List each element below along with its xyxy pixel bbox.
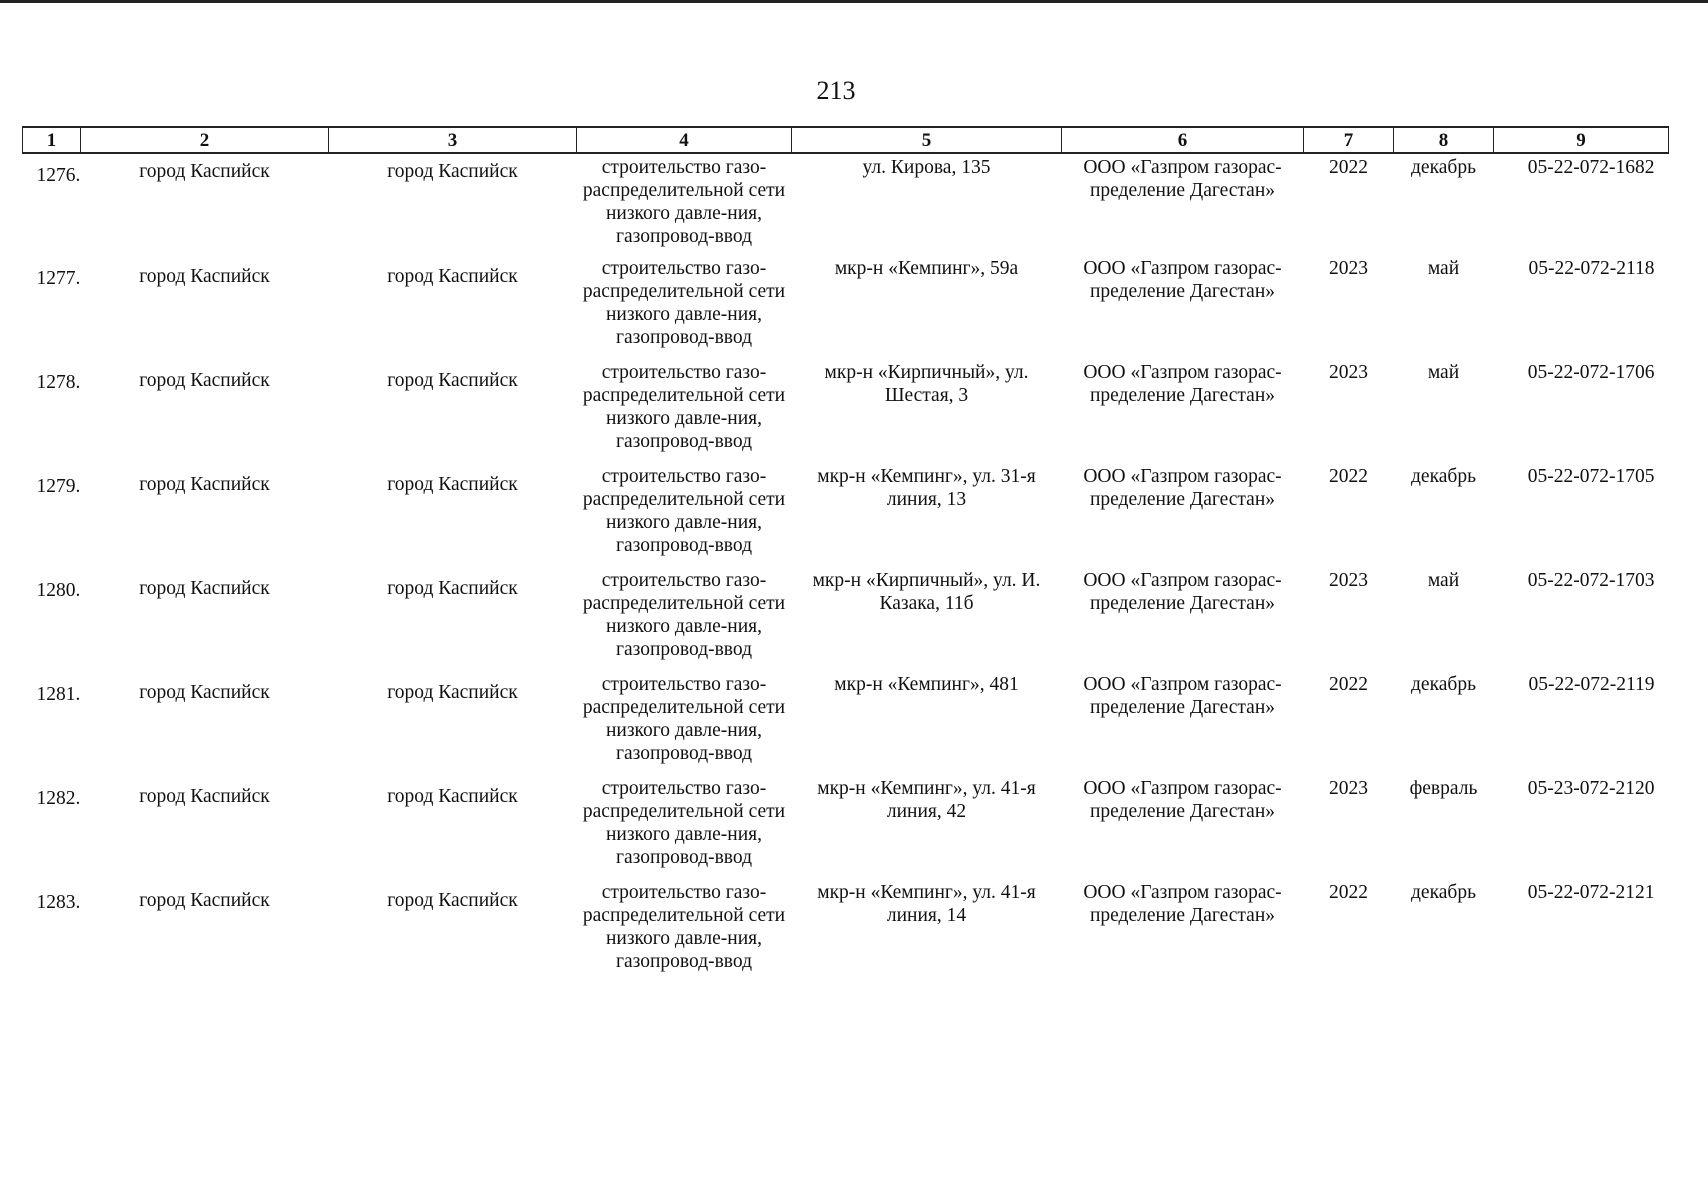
- region-cell: город Каспийск: [139, 786, 270, 807]
- code-cell: 05-22-072-2119: [1528, 674, 1655, 695]
- year-cell: 2022: [1329, 882, 1368, 903]
- table-row: [23, 251, 1669, 355]
- code-cell: 05-22-072-1706: [1527, 362, 1655, 383]
- table-row: [23, 459, 1669, 563]
- settlement-cell: город Каспийск: [387, 578, 518, 599]
- organization-cell: ООО «Газпром газорас-пределение Дагестан»: [1083, 258, 1282, 302]
- month-cell: декабрь: [1411, 882, 1476, 903]
- settlement-cell: город Каспийск: [387, 890, 518, 911]
- row-number: 1281.: [36, 684, 81, 705]
- address-cell: мкр-н «Кирпичный», ул. И. Казака, 11б: [812, 570, 1041, 614]
- address-cell: ул. Кирова, 135: [862, 157, 991, 178]
- code-cell: 05-22-072-2118: [1528, 258, 1655, 279]
- table-row: [23, 875, 1669, 979]
- column-header-7: 7: [1304, 127, 1394, 153]
- month-cell: декабрь: [1411, 466, 1476, 487]
- region-cell: город Каспийск: [139, 682, 270, 703]
- row-number: 1282.: [36, 788, 81, 809]
- month-cell: май: [1427, 362, 1460, 383]
- organization-cell: ООО «Газпром газорас-пределение Дагестан»: [1083, 362, 1282, 406]
- settlement-cell: город Каспийск: [387, 266, 518, 287]
- object-description-cell: строительство газо-распределительной сети низкого давле-ния, газопровод-ввод: [582, 157, 786, 247]
- region-cell: город Каспийск: [139, 890, 270, 911]
- region-cell: город Каспийск: [139, 370, 270, 391]
- registry-table: [22, 126, 1669, 979]
- column-header-6: 6: [1062, 127, 1304, 153]
- code-cell: 05-22-072-2121: [1527, 882, 1655, 903]
- year-cell: 2023: [1329, 258, 1368, 279]
- address-cell: мкр-н «Кемпинг», ул. 41-я линия, 14: [817, 882, 1036, 926]
- year-cell: 2023: [1329, 362, 1368, 383]
- address-cell: мкр-н «Кемпинг», ул. 41-я линия, 42: [817, 778, 1036, 822]
- month-cell: май: [1427, 570, 1460, 591]
- column-header-8: 8: [1394, 127, 1494, 153]
- page-number: 213: [816, 76, 856, 105]
- table-row: [23, 153, 1669, 251]
- address-cell: мкр-н «Кемпинг», ул. 31-я линия, 13: [817, 466, 1036, 510]
- settlement-cell: город Каспийск: [387, 161, 518, 182]
- organization-cell: ООО «Газпром газорас-пределение Дагестан»: [1083, 778, 1282, 822]
- organization-cell: ООО «Газпром газорас-пределение Дагестан»: [1083, 570, 1282, 614]
- column-header-1: 1: [23, 127, 81, 153]
- organization-cell: ООО «Газпром газорас-пределение Дагестан»: [1083, 466, 1282, 510]
- settlement-cell: город Каспийск: [387, 682, 518, 703]
- row-number: 1280.: [36, 580, 81, 601]
- region-cell: город Каспийск: [139, 266, 270, 287]
- object-description-cell: строительство газо-распределительной сети низкого давле-ния, газопровод-ввод: [582, 466, 786, 556]
- organization-cell: ООО «Газпром газорас-пределение Дагестан»: [1083, 882, 1282, 926]
- column-header-2: 2: [81, 127, 329, 153]
- table-row: [23, 771, 1669, 875]
- settlement-cell: город Каспийск: [387, 370, 518, 391]
- year-cell: 2023: [1329, 778, 1368, 799]
- column-header-4: 4: [577, 127, 792, 153]
- object-description-cell: строительство газо-распределительной сети низкого давле-ния, газопровод-ввод: [582, 882, 786, 972]
- year-cell: 2022: [1329, 466, 1368, 487]
- registry-table-container: [22, 126, 1668, 979]
- address-cell: мкр-н «Кемпинг», 59а: [834, 258, 1019, 279]
- organization-cell: ООО «Газпром газорас-пределение Дагестан»: [1083, 674, 1282, 718]
- settlement-cell: город Каспийск: [387, 474, 518, 495]
- code-cell: 05-22-072-1703: [1527, 570, 1655, 591]
- code-cell: 05-23-072-2120: [1527, 778, 1655, 799]
- month-cell: май: [1427, 258, 1460, 279]
- object-description-cell: строительство газо-распределительной сети низкого давле-ния, газопровод-ввод: [582, 778, 786, 868]
- object-description-cell: строительство газо-распределительной сети низкого давле-ния, газопровод-ввод: [582, 674, 786, 764]
- header-row: [23, 127, 1669, 153]
- region-cell: город Каспийск: [139, 474, 270, 495]
- year-cell: 2023: [1329, 570, 1368, 591]
- table-row: [23, 563, 1669, 667]
- column-header-5: 5: [792, 127, 1062, 153]
- code-cell: 05-22-072-1682: [1527, 157, 1655, 178]
- table-row: [23, 355, 1669, 459]
- object-description-cell: строительство газо-распределительной сети низкого давле-ния, газопровод-ввод: [582, 570, 786, 660]
- object-description-cell: строительство газо-распределительной сети низкого давле-ния, газопровод-ввод: [582, 258, 786, 348]
- organization-cell: ООО «Газпром газорас-пределение Дагестан»: [1083, 157, 1282, 201]
- row-number: 1276.: [36, 165, 81, 186]
- object-description-cell: строительство газо-распределительной сети низкого давле-ния, газопровод-ввод: [582, 362, 786, 452]
- column-header-9: 9: [1494, 127, 1669, 153]
- region-cell: город Каспийск: [139, 161, 270, 182]
- year-cell: 2022: [1329, 157, 1368, 178]
- month-cell: декабрь: [1411, 674, 1476, 695]
- settlement-cell: город Каспийск: [387, 786, 518, 807]
- region-cell: город Каспийск: [139, 578, 270, 599]
- column-header-3: 3: [329, 127, 577, 153]
- address-cell: мкр-н «Кемпинг», 481: [834, 674, 1019, 695]
- row-number: 1283.: [36, 892, 81, 913]
- month-cell: февраль: [1409, 778, 1478, 799]
- code-cell: 05-22-072-1705: [1527, 466, 1655, 487]
- row-number: 1278.: [36, 372, 81, 393]
- year-cell: 2022: [1329, 674, 1368, 695]
- address-cell: мкр-н «Кирпичный», ул. Шестая, 3: [824, 362, 1029, 406]
- page-top-border: [0, 0, 1708, 3]
- row-number: 1279.: [36, 476, 81, 497]
- row-number: 1277.: [36, 268, 81, 289]
- month-cell: декабрь: [1411, 157, 1476, 178]
- table-row: [23, 667, 1669, 771]
